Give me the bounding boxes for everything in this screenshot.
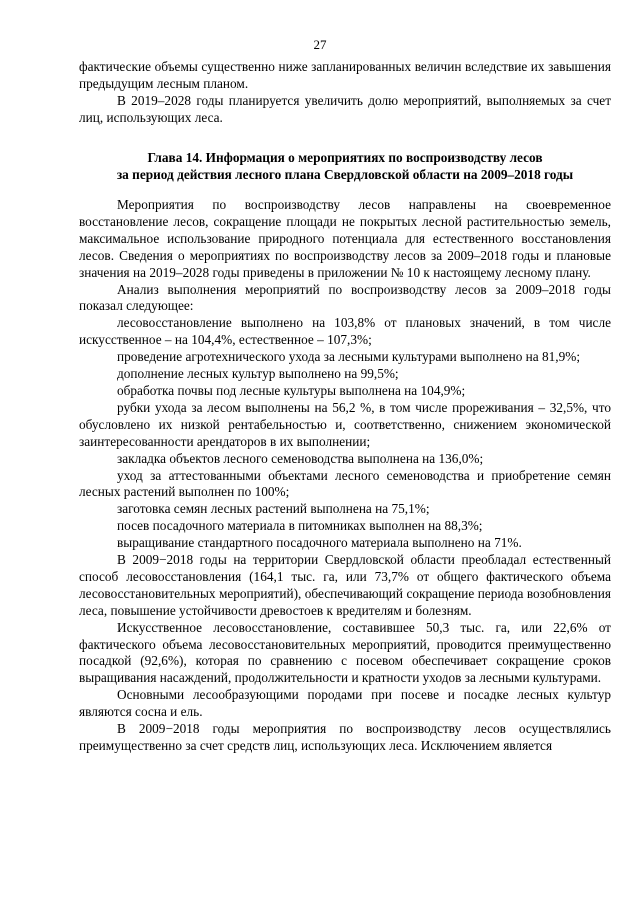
list-item: обработка почвы под лесные культуры выполнена на 104,9%; bbox=[117, 382, 466, 398]
paragraph: Мероприятия по воспроизводству лесов направлены на своевременное восстановление лесов, сокращение площади не покрытых лесной растительностью земель, максимальное использование природного потенциала для естественного восстановления лесов. Сведения о мероприятиях по воспроизводству лесов за 2009–2018 годы и плановые значения на 2019–2028 годы приведены в приложении № 10 к настоящему лесному плану. bbox=[79, 197, 611, 280]
paragraph: Анализ выполнения мероприятий по воспроизводству лесов за 2009–2018 годы показал следующее: bbox=[79, 281, 611, 314]
body-text-block bbox=[79, 197, 611, 755]
chapter-heading-line-1: Глава 14. Информация о мероприятиях по воспроизводству лесов bbox=[147, 150, 543, 165]
list-item: выращивание стандартного посадочного материала выполнено на 71%. bbox=[117, 535, 522, 551]
paragraph: В 2009−2018 годы на территории Свердловской области преобладал естественный способ лесовосстановления (164,1 тыс. га, или 73,7% от общего фактического объема лесовосстановительных мероприятий), обеспечивающий сокращение периода возобновления леса, повышение устойчивости древостоев к вредителям и болезням. bbox=[79, 552, 611, 618]
list-item: рубки ухода за лесом выполнены на 56,2 %, в том числе прореживания – 32,5%, что обусловлено их низкой рентабельностью и, соответственно, снижением экономической заинтересованности арендаторов в их выполнении; bbox=[79, 399, 611, 449]
top-text-block bbox=[79, 59, 611, 127]
chapter-heading bbox=[79, 150, 611, 184]
page-number: 27 bbox=[313, 37, 327, 52]
paragraph: Основными лесообразующими породами при посеве и посадке лесных культур являются сосна и ель. bbox=[79, 687, 611, 720]
list-item: дополнение лесных культур выполнено на 99,5%; bbox=[117, 366, 399, 382]
list-item: заготовка семян лесных растений выполнена на 75,1%; bbox=[117, 501, 430, 517]
paragraph-continuation: фактические объемы существенно ниже запланированных величин вследствие их завышения предыдущим лесным планом. bbox=[79, 59, 611, 91]
list-item: посев посадочного материала в питомниках выполнен на 88,3%; bbox=[117, 518, 483, 534]
paragraph: В 2019–2028 годы планируется увеличить долю мероприятий, выполняемых за счет лиц, использующих леса. bbox=[79, 92, 611, 125]
list-item: проведение агротехнического ухода за лесными культурами выполнено на 81,9%; bbox=[117, 349, 581, 365]
list-item: уход за аттестованными объектами лесного семеноводства и приобретение семян лесных растений выполнен по 100%; bbox=[79, 467, 611, 500]
paragraph: В 2009−2018 годы мероприятия по воспроизводству лесов осуществлялись преимущественно за счет средств лиц, использующих леса. Исключением является bbox=[79, 721, 611, 753]
list-item: лесовосстановление выполнено на 103,8% от плановых значений, в том числе искусственное – на 104,4%, естественное – 107,3%; bbox=[79, 315, 611, 348]
chapter-heading-line-2: за период действия лесного плана Свердловской области на 2009–2018 годы bbox=[116, 166, 574, 182]
list-item: закладка объектов лесного семеноводства выполнена на 136,0%; bbox=[117, 450, 484, 466]
paragraph: Искусственное лесовосстановление, составившее 50,3 тыс. га, или 22,6% от фактического объема лесовосстановительных мероприятий, проводится преимущественно посадкой (92,6%), которая по сравнению с посевом обеспечивает сокращение сроков выращивания насаждений, продолжительности и кратности уходов за лесными культурами. bbox=[79, 619, 611, 686]
